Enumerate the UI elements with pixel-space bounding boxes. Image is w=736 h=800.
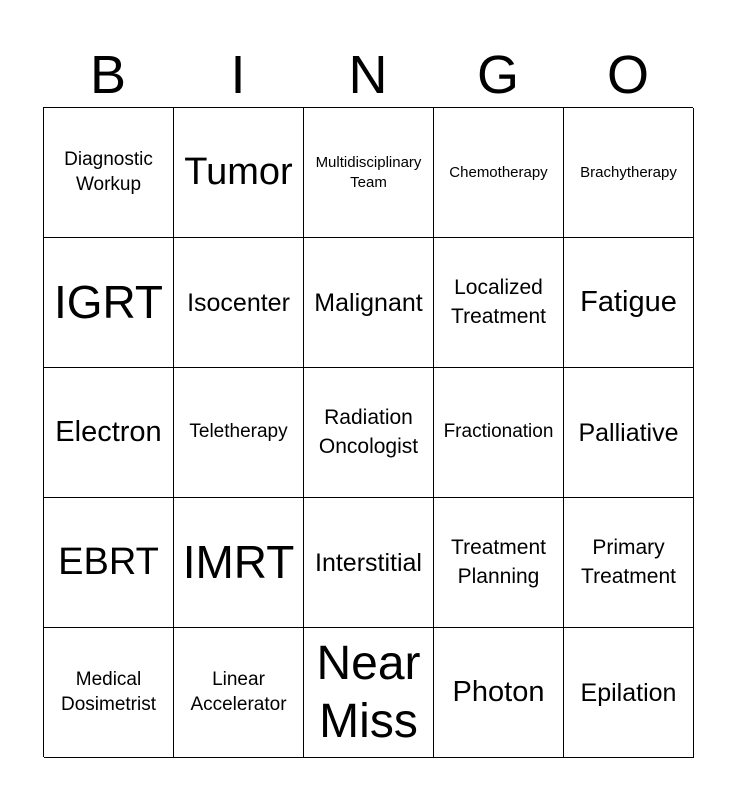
bingo-cell[interactable] bbox=[44, 498, 174, 628]
header-letter-i: I bbox=[230, 45, 246, 105]
cell-label: Localized Treatment bbox=[451, 276, 546, 328]
bingo-header bbox=[43, 44, 693, 106]
header-letter-g: G bbox=[476, 45, 519, 105]
bingo-cell[interactable] bbox=[434, 368, 564, 498]
cell-label: Photon bbox=[452, 676, 545, 709]
bingo-cell[interactable] bbox=[434, 238, 564, 368]
bingo-cell[interactable] bbox=[44, 368, 174, 498]
bingo-cell[interactable] bbox=[174, 628, 304, 758]
bingo-cell[interactable] bbox=[44, 628, 174, 758]
cell-label: Malignant bbox=[314, 288, 423, 317]
cell-label: Brachytherapy bbox=[580, 163, 677, 181]
cell-label: Epilation bbox=[580, 678, 677, 707]
cell-label: EBRT bbox=[58, 540, 159, 583]
bingo-cell[interactable] bbox=[564, 368, 694, 498]
bingo-cell[interactable] bbox=[304, 368, 434, 498]
header-letter-o: O bbox=[606, 45, 649, 105]
cell-label: Fractionation bbox=[443, 421, 554, 443]
bingo-board bbox=[43, 107, 693, 757]
bingo-cell[interactable] bbox=[564, 108, 694, 238]
cell-label: Fatigue bbox=[580, 286, 677, 319]
cell-label: Linear Accelerator bbox=[190, 668, 287, 715]
cell-label: IGRT bbox=[53, 276, 164, 329]
cell-label: Chemotherapy bbox=[449, 163, 548, 181]
bingo-cell[interactable] bbox=[564, 498, 694, 628]
bingo-cell[interactable] bbox=[304, 238, 434, 368]
cell-label: Isocenter bbox=[187, 288, 290, 317]
cell-label: Palliative bbox=[578, 418, 679, 447]
cell-label: Teletherapy bbox=[189, 421, 288, 443]
bingo-cell[interactable] bbox=[564, 628, 694, 758]
bingo-cell[interactable] bbox=[44, 238, 174, 368]
bingo-cell[interactable] bbox=[44, 108, 174, 238]
cell-label: Radiation Oncologist bbox=[318, 406, 419, 458]
header-letter-b: B bbox=[89, 45, 127, 105]
cell-label: Multidisciplinary Team bbox=[315, 154, 422, 191]
bingo-cell[interactable] bbox=[304, 498, 434, 628]
bingo-cell[interactable] bbox=[174, 498, 304, 628]
bingo-cell[interactable] bbox=[434, 628, 564, 758]
cell-label: Tumor bbox=[184, 150, 293, 193]
cell-label: Diagnostic Workup bbox=[64, 148, 153, 195]
bingo-cell[interactable] bbox=[174, 108, 304, 238]
cell-label: IMRT bbox=[182, 536, 295, 589]
bingo-cell[interactable] bbox=[564, 238, 694, 368]
bingo-cell[interactable] bbox=[434, 498, 564, 628]
cell-label: Treatment Planning bbox=[451, 536, 546, 588]
bingo-cell[interactable] bbox=[304, 628, 434, 758]
cell-label: Medical Dosimetrist bbox=[60, 668, 156, 715]
bingo-cell[interactable] bbox=[174, 238, 304, 368]
cell-label: Electron bbox=[55, 416, 162, 449]
bingo-cell[interactable] bbox=[434, 108, 564, 238]
bingo-cell[interactable] bbox=[174, 368, 304, 498]
bingo-cell[interactable] bbox=[304, 108, 434, 238]
header-letter-n: N bbox=[348, 45, 388, 105]
cell-label: Near Miss bbox=[316, 636, 421, 748]
cell-label: Primary Treatment bbox=[581, 536, 676, 588]
cell-label: Interstitial bbox=[315, 548, 422, 577]
